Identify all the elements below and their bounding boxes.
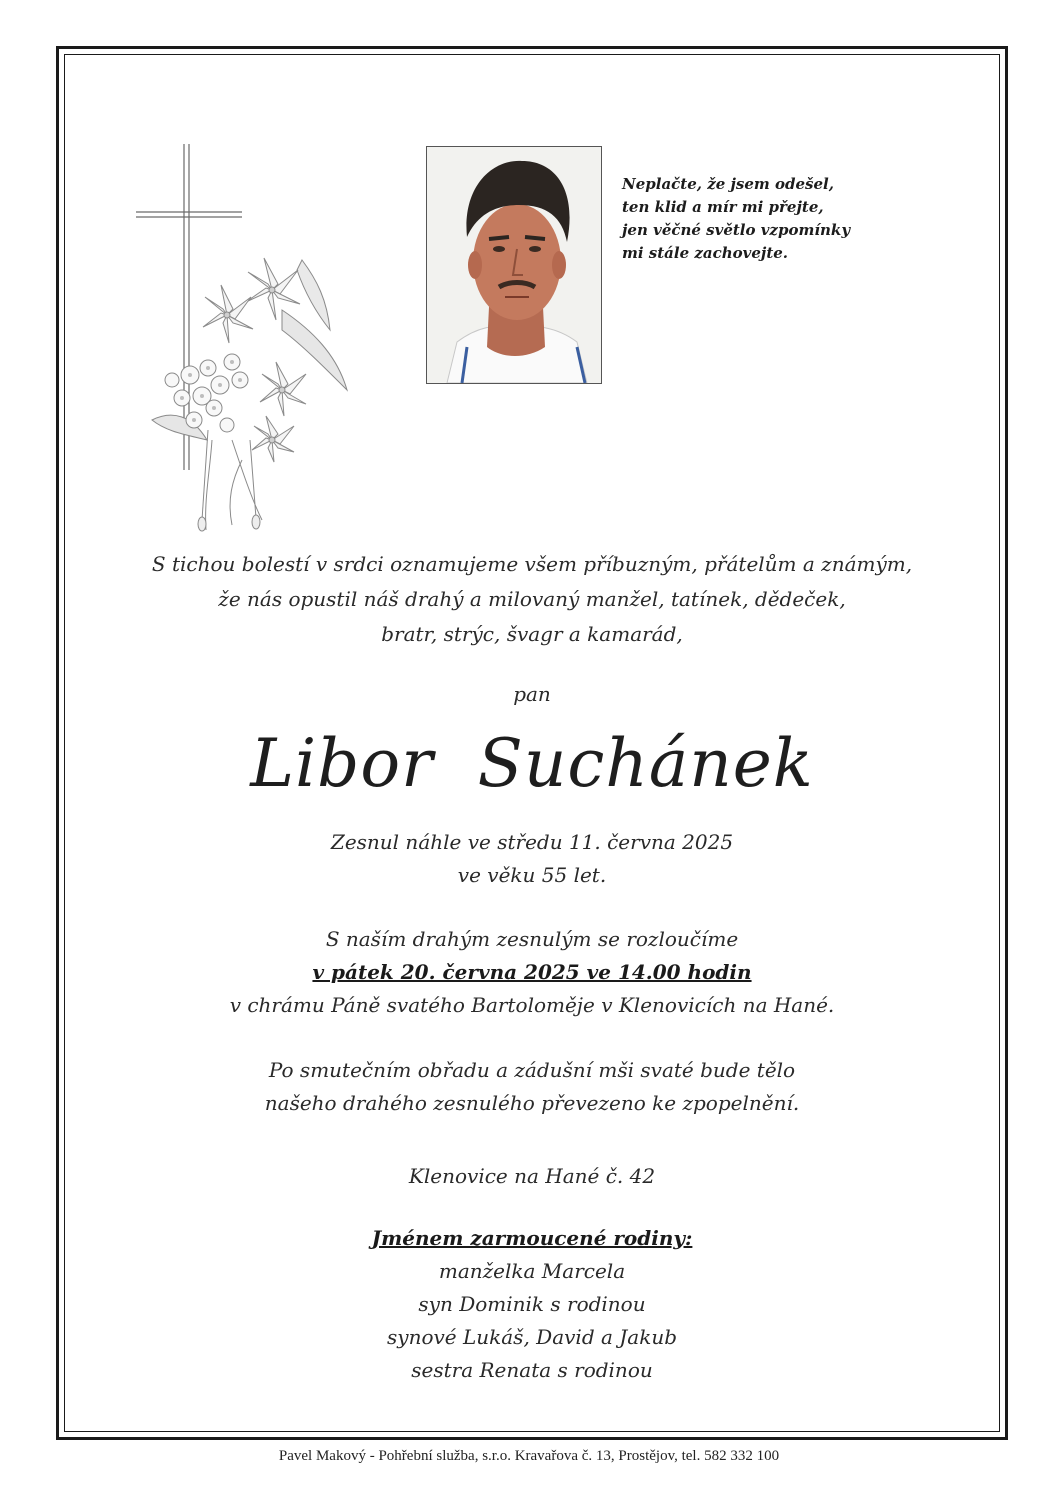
intro-line: S tichou bolestí v srdci oznamujeme všem příbuzným, přátelům a známým, [151,552,913,576]
cremation-note [64,1054,1000,1120]
family-member: syn Dominik s rodinou [418,1292,646,1316]
farewell-datetime: v pátek 20. června 2025 ve 14.00 hodin [312,960,752,984]
salutation: pan [513,682,551,706]
death-line: Zesnul náhle ve středu 11. června 2025 [330,830,734,854]
family-member: sestra Renata s rodinou [411,1358,653,1382]
family-member: synové Lukáš, David a Jakub [387,1325,677,1349]
cross-with-lilies-icon [132,140,352,540]
farewell-line: S naším drahým zesnulým se rozloučíme [325,927,739,951]
intro-line: bratr, strýc, švagr a kamarád, [381,622,683,646]
portrait-photo [426,146,602,384]
cremation-line: Po smutečním obřadu a zádušní mši svaté bude tělo [268,1058,796,1082]
farewell-place: v chrámu Páně svatého Bartoloměje v Klenovicích na Hané. [229,993,835,1017]
intro-line: že nás opustil náš drahý a milovaný manžel, tatínek, dědeček, [218,587,846,611]
poem-line: Neplačte, že jsem odešel, [622,175,834,193]
address: Klenovice na Hané č. 42 [408,1164,656,1188]
family-list [64,1222,1000,1387]
poem-line: jen věčné světlo vzpomínky [622,221,851,239]
poem-line: mi stále zachovejte. [622,244,789,262]
death-details [64,826,1000,892]
poem [622,173,922,265]
funeral-service-footer: Pavel Makový - Pohřební služba, s.r.o. Kravařova č. 13, Prostějov, tel. 582 332 100 [278,1448,780,1464]
deceased-name: Libor Suchánek [250,725,814,802]
farewell-details [64,923,1000,1022]
poem-line: ten klid a mír mi přejte, [622,198,824,216]
cremation-line: našeho drahého zesnulého převezeno ke zpopelnění. [264,1091,800,1115]
family-heading: Jménem zarmoucené rodiny: [371,1226,693,1250]
death-line: ve věku 55 let. [457,863,607,887]
family-member: manželka Marcela [438,1259,626,1283]
announcement-intro [64,547,1000,652]
